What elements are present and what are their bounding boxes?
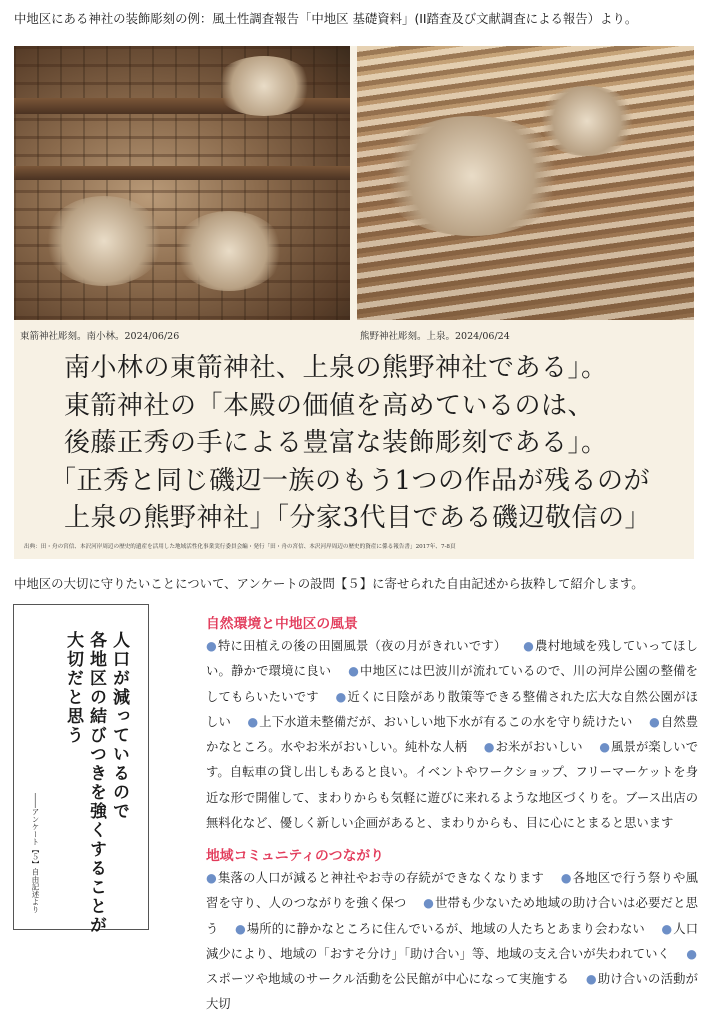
section-body xyxy=(206,866,698,1018)
photo-beam xyxy=(14,166,350,180)
bullet-icon: ● xyxy=(585,972,597,987)
survey-quote-line: 人口が減っているので xyxy=(109,631,129,821)
photo-label-right: 熊野神社彫刻。上泉。2024/06/24 xyxy=(360,331,510,342)
list-item: ●中地区には巴波川が流れているので、川の河岸公園の整備をしてもらいたいです xyxy=(206,664,698,704)
photo-carving xyxy=(174,211,284,291)
section-heading: 地域コミュニティのつながり xyxy=(206,848,384,864)
photo-carving xyxy=(44,196,164,286)
bullet-icon: ● xyxy=(560,871,572,885)
bullet-icon: ● xyxy=(206,639,217,653)
list-item: ●スポーツや地域のサークル活動を公民館が中心になって実施する xyxy=(206,946,697,987)
quote-line: 南小林の東箭神社、上泉の熊野神社である」。 xyxy=(64,353,608,383)
list-item: ●場所的に静かなところに住んでいるが、地域の人たちとあまり会わない xyxy=(234,921,645,936)
photo-label-left: 東箭神社彫刻。南小林。2024/06/26 xyxy=(20,331,180,342)
list-item: ●自然豊かなところ。水やお米がおいしい。純朴な人柄 xyxy=(206,714,698,755)
bullet-icon: ● xyxy=(348,664,360,679)
list-item: ●農村地域を残していってほしい。静かで環境に良い xyxy=(206,639,698,679)
bullet-icon: ● xyxy=(661,921,673,936)
shrine-carving-photo-right xyxy=(357,46,694,320)
source-citation: 出典：田・舟の宮信、本沢河岸周辺の歴史的遺産を活用した地域活性化事業実行委員会編・発行「田・舟の宮信、本沢河岸周辺の歴史的資産に係る報告書」2017年、7-8頁 xyxy=(24,544,456,550)
bullet-icon: ● xyxy=(234,921,246,936)
survey-quote xyxy=(61,631,130,935)
shrine-carving-photo-left xyxy=(14,46,350,320)
bullet-icon: ● xyxy=(648,714,660,729)
list-item: ●特に田植えの後の田園風景（夜の月がきれいです） xyxy=(206,639,507,653)
photo-carving xyxy=(214,56,314,116)
quote-line: 東箭神社の「本殿の価値を高めているのは、 xyxy=(64,390,595,421)
list-item: ●助け合いの活動が大切 xyxy=(206,972,698,1012)
quote-line: 後藤正秀の手による豊富な装飾彫刻である」。 xyxy=(64,428,608,458)
survey-quote-card xyxy=(13,604,149,935)
section-community xyxy=(206,846,698,1018)
bullet-icon: ● xyxy=(335,689,347,704)
bullet-icon: ● xyxy=(599,740,611,755)
list-item: ●集落の人口が減ると神社やお寺の存続ができなくなります xyxy=(206,871,545,885)
bullet-icon: ● xyxy=(483,740,495,755)
list-item: ●上下水道未整備だが、おいしい地下水が有るこの水を守り続けたい xyxy=(247,714,633,729)
quote-line: 上泉の熊野神社」「分家3代目である磯辺敬信の」 xyxy=(64,503,652,533)
bullet-icon: ● xyxy=(686,946,697,961)
bullet-icon: ● xyxy=(423,896,435,911)
page-caption: 中地区にある神社の装飾彫刻の例：風土性調査報告「中地区 基礎資料」(II踏査及び文献調査による報告）より。 xyxy=(14,11,638,26)
section-heading: 自然環境と中地区の風景 xyxy=(206,616,358,632)
photo-carving xyxy=(537,86,637,156)
list-item: ●お米がおいしい xyxy=(483,740,583,755)
photo-carving xyxy=(377,116,567,236)
bullet-icon: ● xyxy=(523,639,535,653)
list-item: ●人口減少により、地域の「おすそ分け」「助け合い」等、地域の支え合いが失われていく xyxy=(206,921,698,961)
bullet-icon: ● xyxy=(206,871,217,885)
survey-quote-line: 各地区の結びつきを強くすることが xyxy=(86,631,106,935)
survey-quote-line: 大切だと思う xyxy=(63,631,83,745)
intro-text: 中地区の大切に守りたいことについて、アンケートの設問【５】に寄せられた自由記述から抜粋して紹介します。 xyxy=(14,576,644,591)
section-body xyxy=(206,634,698,836)
list-item: ●風景が楽しいです。自転車の貸し出しもあると良い。イベントやワークショップ、フリーマーケットを身近な形で開催して、まわりからも気軽に遊びに来れるような地区づくりを。ブース出店の無料化など、優しく新しい企画があると、まわりからも、目に心にとまると思います xyxy=(206,740,698,831)
section-nature xyxy=(206,614,698,836)
survey-attribution: ――アンケート【５】自由記述より xyxy=(31,793,40,913)
photo-panel xyxy=(14,46,694,559)
list-item: ●各地区で行う祭りや風習を守り、人のつながりを強く保つ xyxy=(206,871,698,911)
bullet-icon: ● xyxy=(247,714,259,729)
list-item: ●世帯も少ないため地域の助け合いは必要だと思う xyxy=(206,896,698,936)
quote-line: 「正秀と同じ磯辺一族のもう1つの作品が残るのが xyxy=(50,465,651,496)
quote-text xyxy=(50,350,684,538)
list-item: ●近くに日陰があり散策等できる整備された広大な自然公園がほしい xyxy=(206,689,698,729)
